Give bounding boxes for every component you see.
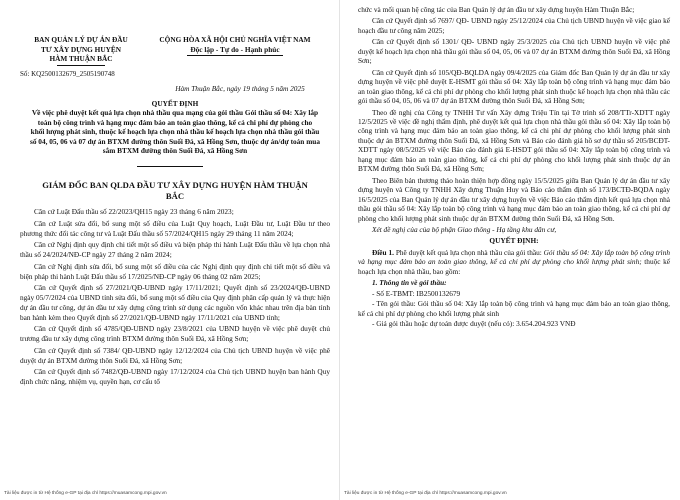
legal-basis-paragraph: Căn cứ Nghị định quy định chi tiết một số điều và biện pháp thi hành Luật Đấu thầu về lựa chọn nhà thầu số 24/2024/NĐ-CP ngày 27 tháng 2 năm 2024;: [20, 240, 330, 259]
agency-underline: [57, 65, 105, 66]
legal-basis-paragraph: Căn cứ Nghị định sửa đổi, bổ sung một số điều của các Nghị định quy định chi tiết một số điều và biện pháp thi hành Luật Đấu thầu số 17/2025/NĐ-CP ngày 06 tháng 02 năm 2025;: [20, 261, 330, 281]
subject-underline: [137, 166, 203, 167]
info-item: - Số E-TBMT: IB2500132679: [372, 288, 461, 298]
page2-body: [358, 5, 670, 329]
agency-line-2: TƯ XÂY DỰNG HUYỆN: [40, 44, 122, 54]
legal-basis-paragraph: Căn cứ Quyết định số 7384/ QĐ-UBND ngày 12/12/2024 của Chủ tịch UBND huyện về việc phê duyệt dự án BTXM đường thôn Suối Đá, xã Hồng Sơn;: [20, 345, 330, 365]
legal-basis-paragraph: Căn cứ Luật sửa đổi, bổ sung một số điều của Luật Quy hoạch, Luật Đầu tư, Luật Đầu tư theo phương thức đối tác công tư và Luật Đấu thầu số 57/2024/QH15 ngày 29 tháng 11 năm 2024;: [20, 218, 330, 238]
legal-basis-paragraph: Căn cứ Luật Đấu thầu số 22/2023/QH15 ngày 23 tháng 6 năm 2023;: [34, 207, 234, 216]
legal-basis-paragraph: Căn cứ Quyết định số 105/QĐ-BQLDA ngày 09/4/2025 của Giám đốc Ban Quản lý dự án đầu tư xây dựng huyện về việc phê duyệt E-HSMT gói thầu số 04: Xây lắp toàn bộ công trình và hạng mục đảm bảo an toàn giao thông, kể cả chi phí dự phòng cho khối lượng phát sinh thuộc kế hoạch lựa chọn nhà thầu các gói thầu số 04, 05, 06 và 07 dự án BTXM đường thôn Suối Đá, xã Hồng Sơn;: [358, 67, 670, 106]
article-1-text: Phê duyệt kết quả lựa chọn nhà thầu của gói thầu:: [395, 247, 542, 257]
document-subject: Về việc phê duyệt kết quả lựa chọn nhà thầu qua mạng của gói thầu Gói thầu số 04: Xây lắp toàn bộ công trình và hạng mục đảm bảo an toàn giao thông, kể cả chi phí dự phòng cho khối lượng phát sinh, thuộc kế hoạch lựa chọn nhà thầu kế hoạch lựa chọn nhà thầu gói thầu số 04, 05, 06 và 07 dự án BTXM đường thôn Suối Đá, xã Hồng Sơn, thuộc dự án/dự toán mua sắm BTXM đường thôn Suối Đá, xã Hồng Sơn: [30, 108, 320, 156]
legal-basis-continued: chức và mối quan hệ công tác của Ban Quản lý dự án đầu tư xây dựng huyện Hàm Thuận Bắc;: [358, 5, 635, 14]
legal-basis-paragraph: Căn cứ Quyết định số 4785/QĐ-UBND ngày 23/8/2021 của UBND huyện về việc phê duyệt chủ trương đầu tư xây dựng công trình BTXM đường thôn Suối Đá, xã Hồng Sơn;: [20, 324, 330, 343]
document-number: Số: KQ2500132679_2505190748: [20, 70, 115, 78]
page-footer: Tài liệu được in từ Hệ thống e-GP tại địa chỉ https://muasamcong.mpi.gov.vn: [4, 491, 167, 496]
republic-name: CỘNG HÒA XÃ HỘI CHỦ NGHĨA VIỆT NAM: [159, 35, 311, 44]
info-item: - Giá gói thầu hoặc dự toán được duyệt (nếu có): 3.654.204.923 VNĐ: [372, 319, 576, 329]
legal-basis-paragraph: Căn cứ Quyết định số 7697/ QĐ- UBND ngày 25/12/2024 của Chủ tịch UBND huyện về việc giao kế hoạch đầu tư công năm 2025;: [358, 16, 670, 35]
issuing-authority: GIÁM ĐỐC BAN QLDA ĐẦU TƯ XÂY DỰNG HUYỆN HÀM THUẬN BẮC: [42, 180, 308, 201]
info-item: - Tên gói thầu: Gói thầu số 04: Xây lắp toàn bộ công trình và hạng mục đảm bảo an toàn giao thông, kể cả chi phí dự phòng cho khối lượng phát sinh: [358, 299, 670, 318]
national-heading: [140, 35, 330, 56]
issuing-agency: [22, 35, 140, 66]
article-1-label: Điều 1.: [372, 247, 394, 257]
article-1-package: Gói thầu số 04: Xây lắp toàn bộ công trình và hạng mục đảm bảo an toàn giao thông, kể cả chi phí dự phòng cho khối lượng phát sinh;: [358, 247, 670, 267]
page-footer: Tài liệu được in từ Hệ thống e-GP tại địa chỉ https://muasamcong.mpi.gov.vn: [344, 491, 507, 496]
article-1-tail: thuộc kế hoạch lựa chọn nhà thầu, bao gồm:: [358, 257, 670, 276]
motto-underline: [187, 55, 283, 56]
decision-heading: QUYẾT ĐỊNH:: [489, 236, 539, 246]
agency-line-3: HÀM THUẬN BẮC: [49, 54, 113, 63]
appraisal-paragraph: Theo Biên bản thương thảo hoàn thiện hợp đồng ngày 15/5/2025 giữa Ban Quản lý dự án đầu tư xây dựng huyện và Công ty TNHH Xây dựng Thuận Huy và Báo cáo thẩm định số 173/BCTĐ-BQDA ngày 16/5/2025 của Ban Quản lý dự án đầu tư xây dựng huyện về việc Báo cáo thẩm định kết quả lựa chọn nhà thầu gói thầu số 04: Xây lắp toàn bộ công trình và hạng mục đảm bảo an toàn giao thông, kể cả chi phí dự phòng cho khối lượng phát sinh thuộc dự án BTXM đường thôn Suối Đá, xã Hồng Sơn.: [358, 175, 670, 223]
document-page-2: [340, 0, 680, 500]
section-1-title: 1. Thông tin về gói thầu:: [372, 278, 447, 288]
agency-line-1: BAN QUẢN LÝ DỰ ÁN ĐẦU: [34, 35, 128, 44]
legal-basis-paragraph: Căn cứ Quyết định số 7482/QĐ-UBND ngày 17/12/2024 của Chủ tịch UBND huyện ban hành Quy định chức năng, nhiệm vụ, quyền hạn, cơ cấu tổ: [20, 367, 330, 386]
national-motto: Độc lập - Tự do - Hạnh phúc: [190, 44, 280, 54]
legal-basis-paragraph: Căn cứ Quyết định số 27/2021/QĐ-UBND ngày 17/11/2021; Quyết định số 23/2024/QĐ-UBND ngày 05/7/2024 của UBND tỉnh sửa đổi, bổ sung một số điều của Quy định phân cấp quản lý và thực hiện dự án đầu tư công, dự án đầu tư xây dựng công trình sử dụng các nguồn vốn khác nhau trên địa bàn tỉnh ban hành kèm theo Quyết định số 27/2021/QĐ-UBND ngày 17/11/2021 của UBND tỉnh;: [20, 283, 330, 322]
proposal-paragraph: Theo đề nghị của Công ty TNHH Tư vấn Xây dựng Triệu Tín tại Tờ trình số 208/TTr-XDTT ngày 12/5/2025 về việc đề nghị thẩm định, phê duyệt kết quả lựa chọn nhà thầu gói thầu số 04: Xây lắp toàn bộ công trình và hạng mục đảm bảo an toàn giao thông, kể cả chi phí dự phòng cho khối lượng phát sinh thuộc dự án BTXM đường thôn Suối Đá, xã Hồng Sơn và Báo cáo đánh giá hồ sơ dự thầu số 205/BCĐT-XDTT ngày 08/5/2025 về việc Báo cáo đánh giá E-HSDT gói thầu số 04: Xây lắp toàn bộ công trình và hạng mục đảm bảo an toàn giao thông, kể cả chi phí dự phòng cho khối lượng phát sinh thuộc dự án BTXM đường thôn Suối Đá, xã Hồng Sơn;: [358, 107, 670, 174]
legal-basis-paragraph: Căn cứ Quyết định số 1301/ QĐ- UBND ngày 25/3/2025 của Chủ tịch UBND huyện về việc phê duyệt kế hoạch lựa chọn nhà thầu gói thầu số 04, 05, 06 và 07 dự án BTXM đường thôn Suối Đá, xã Hồng Sơn;: [358, 37, 670, 66]
legal-bases: [20, 207, 330, 387]
article-1: [358, 248, 670, 276]
department-proposal: Xét đề nghị của của bộ phận Giao thông - Hạ tầng khu dân cư,: [372, 224, 557, 234]
document-type: QUYẾT ĐỊNH: [151, 99, 199, 108]
place-and-date: Hàm Thuận Bắc, ngày 19 tháng 5 năm 2025: [175, 84, 305, 93]
